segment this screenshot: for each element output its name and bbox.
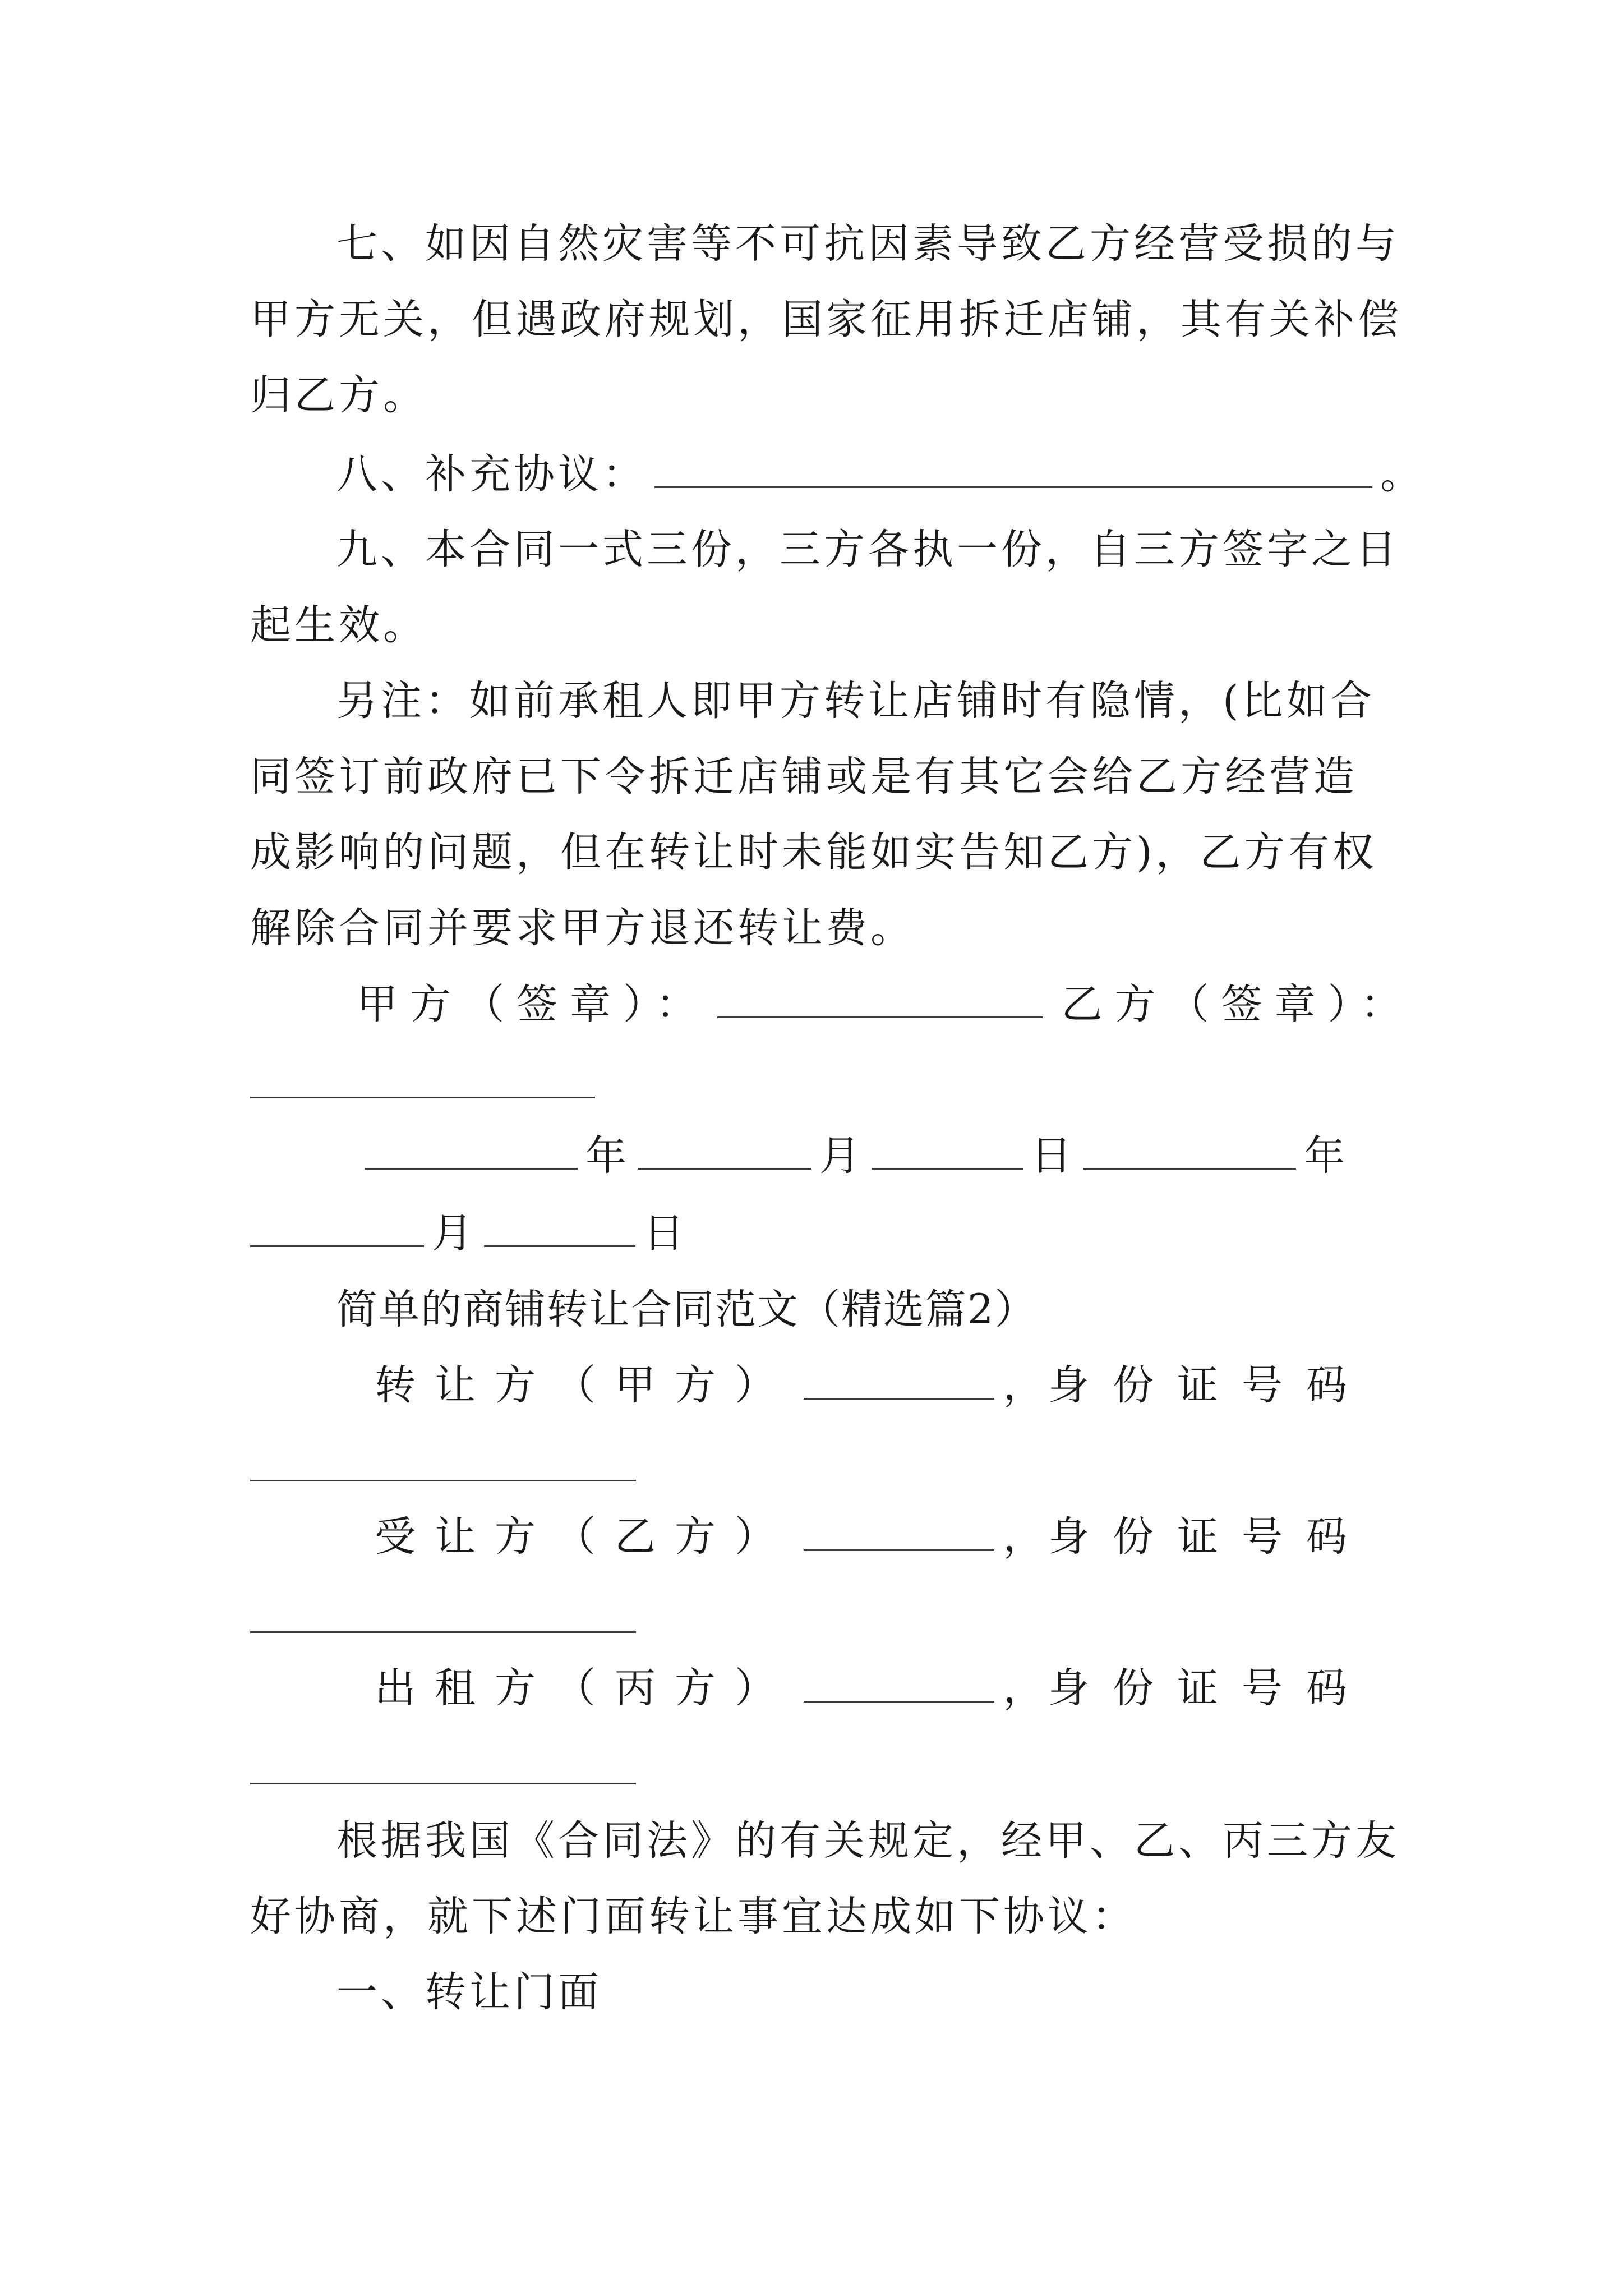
lessor-name-blank[interactable] bbox=[804, 1660, 994, 1703]
party-a-signature-label: 甲方（签章）： bbox=[357, 981, 709, 1028]
clause-8-end: 。 bbox=[1380, 450, 1424, 498]
lessor-id-blank[interactable] bbox=[250, 1783, 636, 1784]
clause-9-line-2: 起生效。 bbox=[250, 601, 427, 649]
transferor-line bbox=[375, 1358, 1371, 1414]
transferor-comma: ， bbox=[1003, 1361, 1048, 1409]
clause-7-line-2: 甲方无关，但遇政府规划，国家征用拆迁店铺，其有关补偿 bbox=[250, 296, 1402, 343]
party-b-signature-label: 乙方（签章）： bbox=[1061, 981, 1414, 1028]
transferor-id-blank[interactable] bbox=[250, 1480, 636, 1481]
party-b-day-blank[interactable] bbox=[484, 1205, 635, 1247]
basis-line-2: 好协商，就下述门面转让事宜达成如下协议： bbox=[250, 1893, 1136, 1940]
lessor-label: 出租方（丙方） bbox=[375, 1664, 795, 1712]
transferor-name-blank[interactable] bbox=[804, 1358, 994, 1400]
note-line-2: 同签订前政府已下令拆迁店铺或是有其它会给乙方经营造 bbox=[250, 753, 1358, 800]
party-b-month-blank[interactable] bbox=[250, 1205, 424, 1247]
year-label: 年 bbox=[585, 1132, 630, 1180]
clause-9-line-1: 九、本合同一式三份，三方各执一份，自三方签字之日 bbox=[336, 526, 1400, 573]
note-line-3: 成影响的问题，但在转让时未能如实告知乙方)，乙方有权 bbox=[250, 829, 1377, 876]
supplement-blank[interactable] bbox=[654, 446, 1372, 488]
date-line bbox=[357, 1128, 1348, 1184]
transferor-label: 转让方（甲方） bbox=[375, 1361, 795, 1409]
transferee-line bbox=[375, 1509, 1371, 1565]
transferor-id-label: 身份证号码 bbox=[1048, 1361, 1371, 1409]
lessor-comma: ， bbox=[1003, 1664, 1048, 1712]
signature-line bbox=[357, 976, 1414, 1033]
party-b-signature-blank[interactable] bbox=[250, 1097, 595, 1098]
transferee-label: 受让方（乙方） bbox=[375, 1513, 795, 1561]
clause-7-line-3: 归乙方。 bbox=[250, 371, 427, 419]
clause-8-label: 八、补充协议： bbox=[336, 450, 647, 498]
month-label-b: 月 bbox=[432, 1209, 476, 1257]
day-label: 日 bbox=[1031, 1132, 1075, 1180]
day-label-b: 日 bbox=[643, 1209, 688, 1257]
party-b-year-blank[interactable] bbox=[1083, 1128, 1296, 1170]
section-1-heading: 一、转让门面 bbox=[336, 1968, 602, 2016]
transferee-id-blank[interactable] bbox=[250, 1631, 636, 1633]
transferee-id-label: 身份证号码 bbox=[1048, 1513, 1371, 1561]
date-line-2 bbox=[250, 1205, 688, 1262]
basis-line-1: 根据我国《合同法》的有关规定，经甲、乙、丙三方友 bbox=[336, 1817, 1400, 1865]
clause-7-line-1: 七、如因自然灾害等不可抗因素导致乙方经营受损的与 bbox=[336, 220, 1400, 268]
party-a-day-blank[interactable] bbox=[872, 1128, 1023, 1170]
note-line-4: 解除合同并要求甲方退还转让费。 bbox=[250, 904, 915, 952]
note-line-1: 另注：如前承租人即甲方转让店铺时有隐情，(比如合 bbox=[336, 677, 1375, 725]
party-a-signature-blank[interactable] bbox=[717, 976, 1043, 1018]
transferee-comma: ， bbox=[1003, 1513, 1048, 1561]
year-label-b: 年 bbox=[1304, 1132, 1348, 1180]
section-title-2: 简单的商铺转让合同范文（精选篇2） bbox=[336, 1286, 1037, 1333]
lessor-line bbox=[375, 1660, 1371, 1717]
lessor-id-label: 身份证号码 bbox=[1048, 1664, 1371, 1712]
transferee-name-blank[interactable] bbox=[804, 1509, 994, 1551]
clause-8 bbox=[336, 446, 1424, 503]
party-a-year-blank[interactable] bbox=[365, 1128, 578, 1170]
party-a-month-blank[interactable] bbox=[638, 1128, 811, 1170]
month-label: 月 bbox=[819, 1132, 864, 1180]
